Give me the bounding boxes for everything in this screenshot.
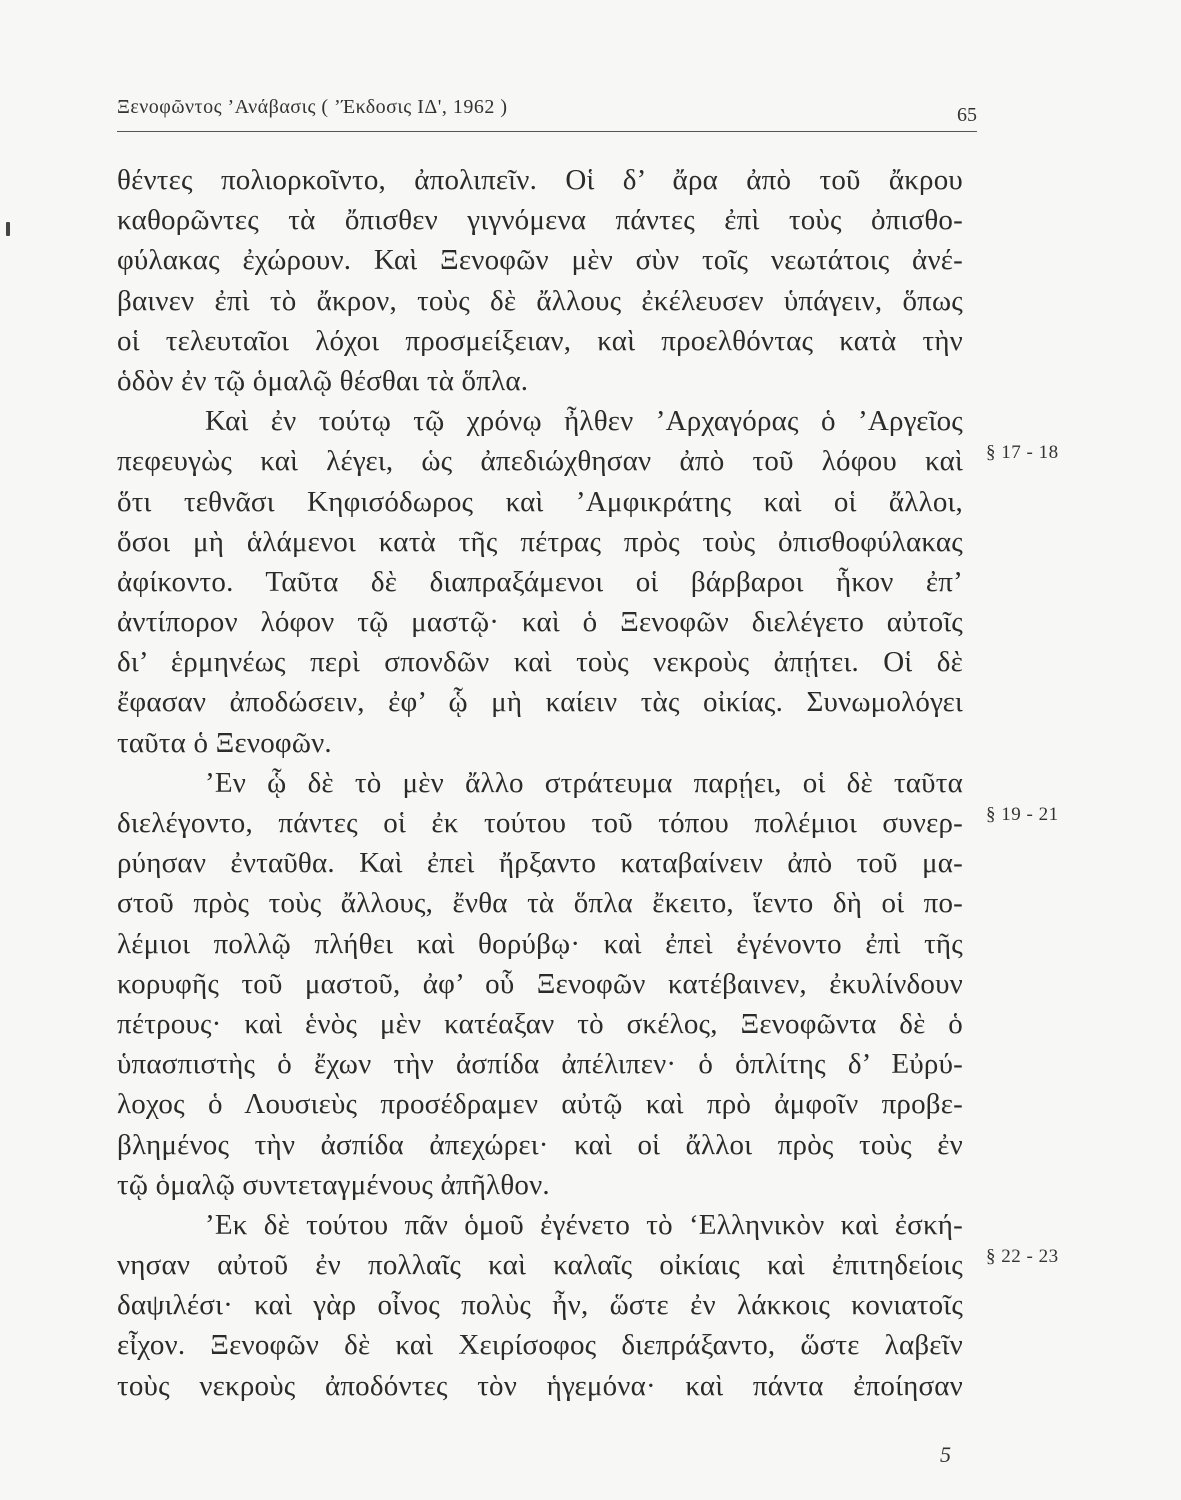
- signature-mark: 5: [940, 1442, 951, 1467]
- running-head: Ξενοφῶντος ’Ανάβασις ( ’Έκδοσις ΙΔ', 1962 ): [117, 96, 508, 118]
- text-line: ἀφίκοντο. Ταῦτα δὲ διαπραξάμενοι οἱ βάρβαροι ἧκον ἐπ’: [117, 565, 963, 598]
- text-line: φύλακας ἐχώρουν. Καὶ Ξενοφῶν μὲν σὺν τοῖς νεωτάτοις ἀνέ-: [117, 244, 963, 277]
- text-line: τοὺς νεκροὺς ἀποδόντες τὸν ἡγεμόνα· καὶ πάντα ἐποίησαν: [117, 1369, 963, 1402]
- text-line: βλημένος τὴν ἀσπίδα ἀπεχώρει· καὶ οἱ ἄλλοι πρὸς τοὺς ἐν: [117, 1128, 963, 1161]
- header-rule: [117, 131, 977, 132]
- text-line: εἶχον. Ξενοφῶν δὲ καὶ Χειρίσοφος διεπράξαντο, ὥστε λαβεῖν: [117, 1329, 963, 1362]
- text-line: θέντες πολιορκοῖντο, ἀπολιπεῖν. Οἱ δ’ ἄρα ἀπὸ τοῦ ἄκρου: [117, 164, 963, 196]
- text-line: διελέγοντο, πάντες οἱ ἐκ τούτου τοῦ τόπου πολέμιοι συνερ-: [117, 807, 963, 839]
- text-line: τῷ ὁμαλῷ συντεταγμένους ἀπῆλθον.: [117, 1168, 550, 1201]
- margin-note-section: § 17 - 18: [986, 442, 1059, 463]
- text-line: κορυφῆς τοῦ μαστοῦ, ἀφ’ οὗ Ξενοφῶν κατέβαινεν, ἐκυλίνδουν: [117, 967, 963, 1000]
- text-line: ’Εκ δὲ τούτου πᾶν ὁμοῦ ἐγένετο τὸ ‘Ελληνικὸν καὶ ἐσκή-: [205, 1208, 963, 1241]
- page-number: 65: [957, 104, 977, 126]
- text-line: πεφευγὼς καὶ λέγει, ὡς ἀπεδιώχθησαν ἀπὸ τοῦ λόφου καὶ: [117, 445, 963, 478]
- text-line: ταῦτα ὁ Ξενοφῶν.: [117, 726, 332, 759]
- text-line: ’Εν ᾧ δὲ τὸ μὲν ἄλλο στράτευμα παρῄει, οἱ δὲ ταῦτα: [205, 766, 963, 799]
- text-line: στοῦ πρὸς τοὺς ἄλλους, ἔνθα τὰ ὅπλα ἔκειτο, ἵεντο δὴ οἱ πο-: [117, 887, 963, 920]
- text-line: ἀντίπορον λόφον τῷ μαστῷ· καὶ ὁ Ξενοφῶν διελέγετο αὐτοῖς: [117, 606, 963, 639]
- text-line: ὅτι τεθνᾶσι Κηφισόδωρος καὶ ’Αμφικράτης καὶ οἱ ἄλλοι,: [117, 485, 963, 518]
- margin-note-section: § 22 - 23: [986, 1246, 1059, 1267]
- text-line: ὁδὸν ἐν τῷ ὁμαλῷ θέσθαι τὰ ὅπλα.: [117, 364, 529, 397]
- text-line: λέμιοι πολλῷ πλήθει καὶ θορύβῳ· καὶ ἐπεὶ ἐγένοντο ἐπὶ τῆς: [117, 927, 963, 960]
- scan-artifact: [6, 222, 10, 236]
- text-line: ὅσοι μὴ ἁλάμενοι κατὰ τῆς πέτρας πρὸς τοὺς ὀπισθοφύλακας: [117, 525, 963, 558]
- margin-note-section: § 19 - 21: [986, 804, 1059, 825]
- main-text: [117, 160, 963, 1406]
- text-line: καθορῶντες τὰ ὄπισθεν γιγνόμενα πάντες ἐπὶ τοὺς ὀπισθο-: [117, 204, 963, 237]
- text-line: οἱ τελευταῖοι λόχοι προσμείξειαν, καὶ προελθόντας κατὰ τὴν: [117, 324, 963, 357]
- text-line: λοχος ὁ Λουσιεὺς προσέδραμεν αὐτῷ καὶ πρὸ ἀμφοῖν προβε-: [117, 1088, 963, 1121]
- text-line: δι’ ἑρμηνέως περὶ σπονδῶν καὶ τοὺς νεκροὺς ἀπῄτει. Οἱ δὲ: [117, 646, 963, 679]
- text-line: ὑπασπιστὴς ὁ ἔχων τὴν ἀσπίδα ἀπέλιπεν· ὁ ὁπλίτης δ’ Εὐρύ-: [117, 1048, 963, 1081]
- text-line: βαινεν ἐπὶ τὸ ἄκρον, τοὺς δὲ ἄλλους ἐκέλευσεν ὑπάγειν, ὅπως: [117, 284, 963, 317]
- text-line: ἔφασαν ἀποδώσειν, ἐφ’ ᾧ μὴ καίειν τὰς οἰκίας. Συνωμολόγει: [117, 686, 963, 719]
- text-line: ρύησαν ἐνταῦθα. Καὶ ἐπεὶ ἤρξαντο καταβαίνειν ἀπὸ τοῦ μα-: [117, 847, 963, 880]
- text-line: πέτρους· καὶ ἑνὸς μὲν κατέαξαν τὸ σκέλος, Ξενοφῶντα δὲ ὁ: [117, 1007, 963, 1040]
- text-line: δαψιλέσι· καὶ γὰρ οἶνος πολὺς ἦν, ὥστε ἐν λάκκοις κονιατοῖς: [117, 1289, 963, 1322]
- text-line: Καὶ ἐν τούτῳ τῷ χρόνῳ ἦλθεν ’Αρχαγόρας ὁ ’Αργεῖος: [205, 405, 963, 438]
- text-line: νησαν αὐτοῦ ἐν πολλαῖς καὶ καλαῖς οἰκίαις καὶ ἐπιτηδείοις: [117, 1249, 963, 1282]
